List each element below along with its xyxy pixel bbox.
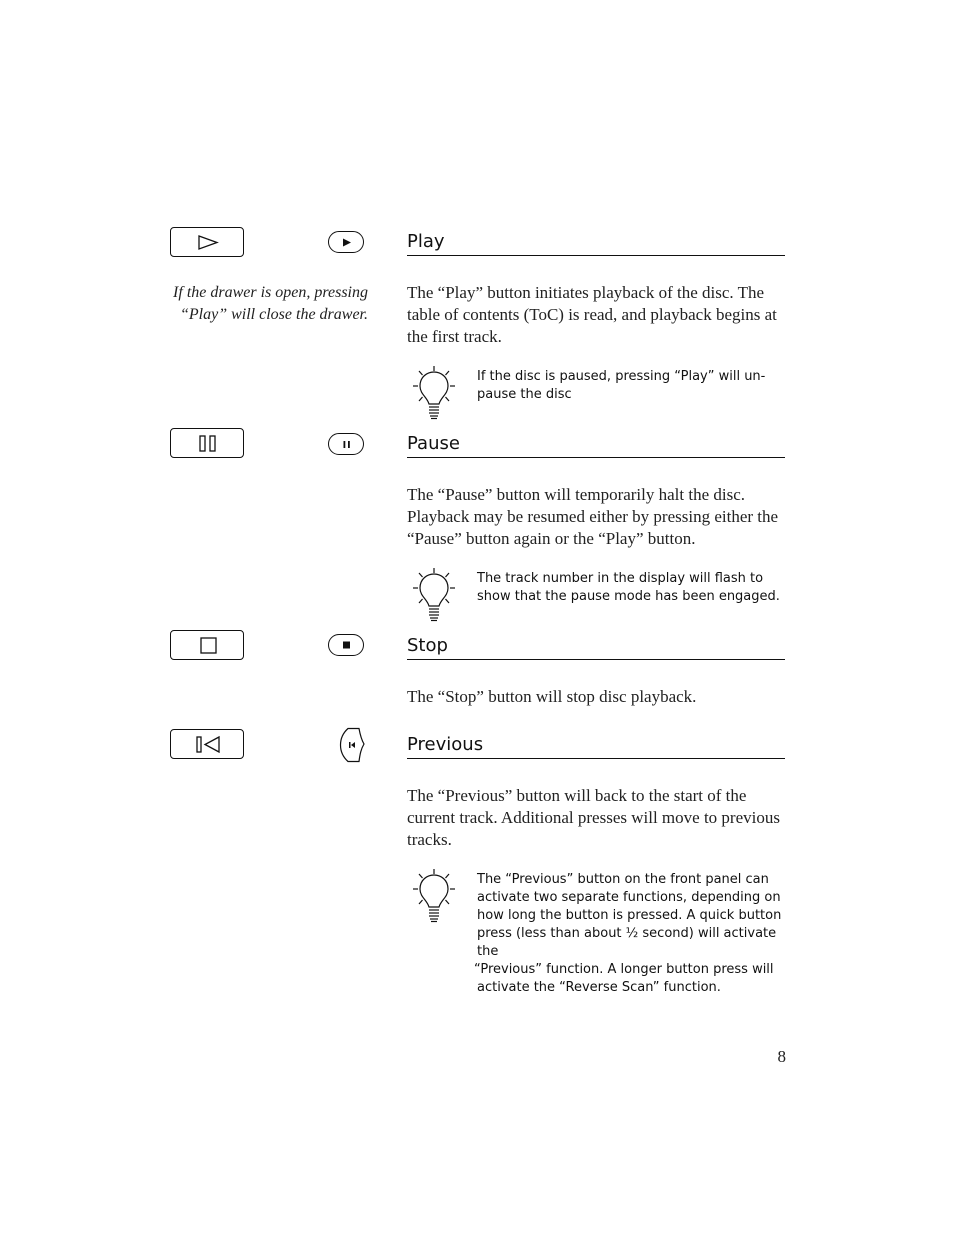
section-heading-stop: Stop [407, 635, 785, 660]
tip-text-previous [474, 871, 787, 997]
remote-pause-button [328, 433, 364, 455]
stop-filled-icon [329, 635, 365, 657]
front-panel-previous-button [170, 729, 244, 759]
section-heading-pause: Pause [407, 433, 785, 458]
tip-line: activate two separate functions, depending on [477, 890, 781, 905]
body-text-stop: The “Stop” button will stop disc playback. [407, 687, 697, 706]
tip-line: how long the button is pressed. A quick button [477, 908, 782, 923]
tip-line: The “Previous” button on the front panel can [477, 872, 769, 887]
body-text-play: The “Play” button initiates playback of the disc. The table of contents (ToC) is read, and playback begins at the first track. [407, 283, 777, 346]
remote-play-button [328, 231, 364, 253]
stop-outline-icon [171, 631, 245, 661]
body-text-pause: The “Pause” button will temporarily halt the disc. Playback may be resumed either by pressing either the “Pause” button again or the “Play” button. [407, 485, 779, 548]
pause-filled-icon [329, 434, 365, 456]
lightbulb-icon [410, 365, 458, 421]
tip-line: press (less than about ½ second) will activate the [477, 926, 777, 959]
remote-previous-button [339, 727, 367, 763]
pause-outline-icon [171, 429, 245, 459]
tip-line: “Previous” function. A longer button press will [474, 962, 774, 977]
play-outline-icon [171, 228, 245, 258]
front-panel-pause-button [170, 428, 244, 458]
tip-line: activate the “Reverse Scan” function. [477, 980, 721, 995]
remote-stop-button [328, 634, 364, 656]
page-number: 8 [777, 1047, 786, 1066]
lightbulb-icon [410, 868, 458, 924]
front-panel-play-button [170, 227, 244, 257]
section-heading-previous: Previous [407, 734, 785, 759]
previous-filled-icon [349, 742, 355, 748]
front-panel-stop-button [170, 630, 244, 660]
tip-text-play: If the disc is paused, pressing “Play” will un-pause the disc [477, 369, 766, 402]
body-text-previous: The “Previous” button will back to the start of the current track. Additional presses will move to previous tracks. [407, 786, 780, 849]
side-note-drawer: If the drawer is open, pressing “Play” will close the drawer. [173, 284, 368, 323]
previous-outline-icon [171, 730, 245, 760]
play-filled-icon [329, 232, 365, 254]
lightbulb-icon [410, 567, 458, 623]
section-heading-play: Play [407, 231, 785, 256]
tip-text-pause: The track number in the display will flash to show that the pause mode has been engaged. [477, 571, 780, 604]
